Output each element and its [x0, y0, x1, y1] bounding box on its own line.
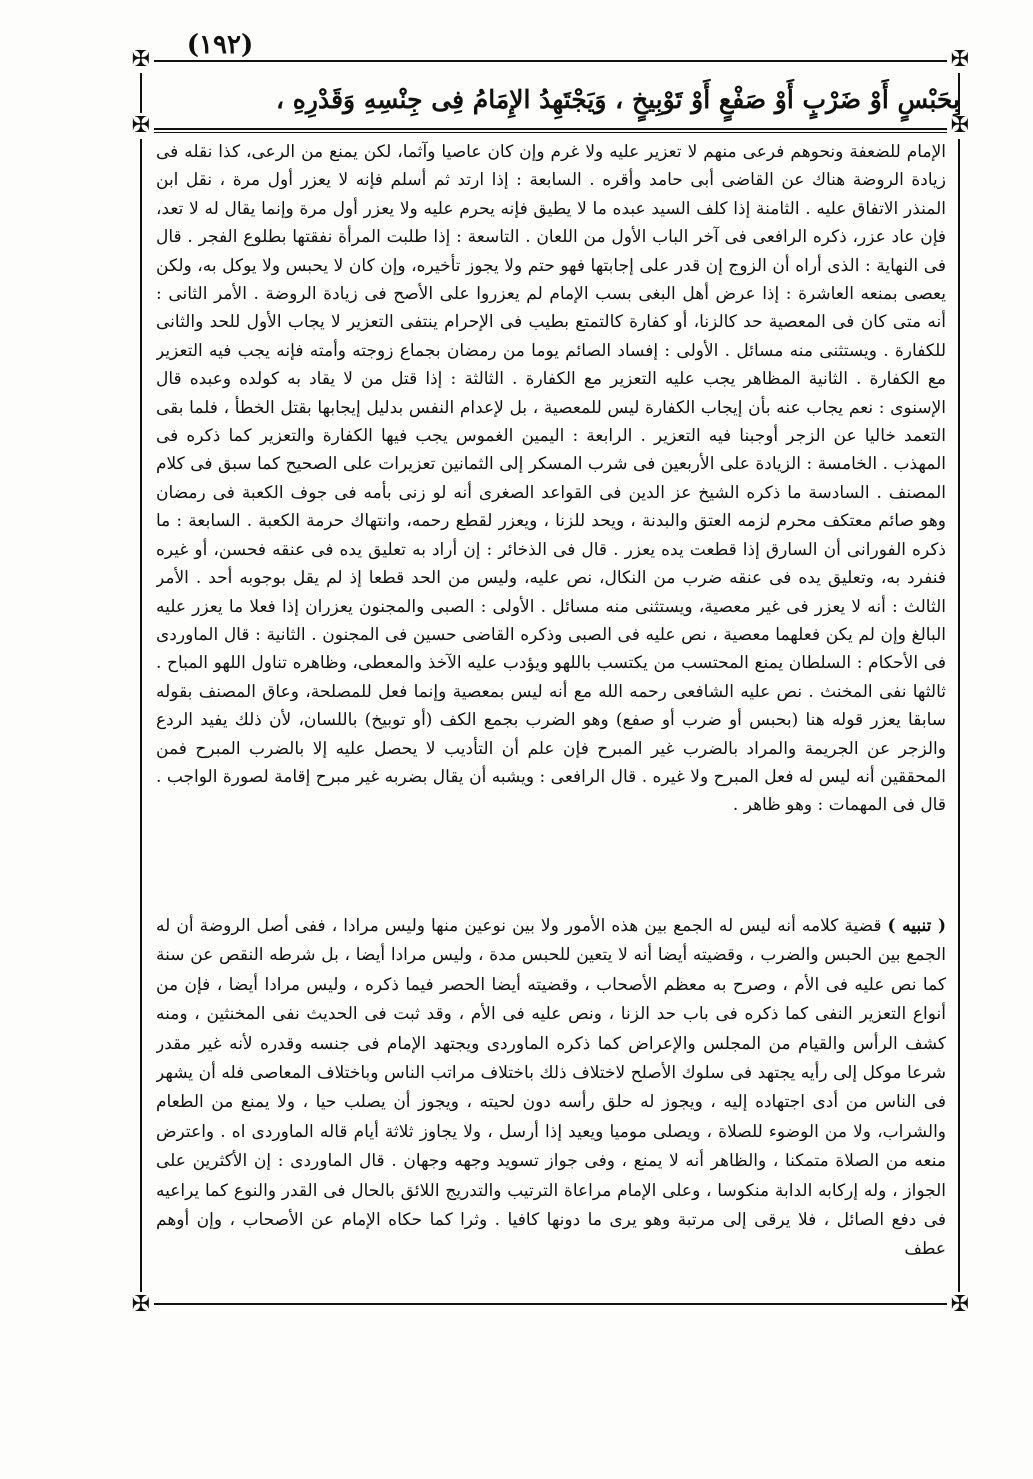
- floral-cross-ornament-icon: ✠: [947, 113, 973, 139]
- floral-cross-ornament-icon: ✠: [947, 1292, 973, 1318]
- header-divider-rule: [150, 128, 950, 130]
- frame-bottom-rule: [140, 1303, 960, 1305]
- floral-cross-ornament-icon: ✠: [128, 113, 154, 139]
- floral-cross-ornament-icon: ✠: [128, 1292, 154, 1318]
- tanbih-section: [156, 912, 946, 1296]
- matn-verse-line: بِحَبْسٍ أَوْ ضَرْبٍ أَوْ صَفْعٍ أَوْ تَوْبِيخٍ ، وَيَجْتَهِدُ الإِمَامُ فِى جِنْسِهِ وَقَدْرِهِ ،: [276, 85, 960, 114]
- header-divider-rule-inner: [150, 132, 950, 133]
- frame-right-rule: [958, 60, 960, 1305]
- tanbih-label: ( تنبيه ): [887, 916, 946, 936]
- floral-cross-ornament-icon: ✠: [128, 47, 154, 73]
- frame-left-rule: [140, 60, 142, 1305]
- tanbih-text: قضية كلامه أنه ليس له الجمع بين هذه الأمور ولا بين نوعين منها وليس مرادا ، ففى أصل الروضة أن له الجمع بين الحبس والضرب ، وقضيته أيضا أنه لا يتعين للحبس مدة ، وليس مرادا أيضا ، بل شرطه النقص عن سنة كما نص عليه فى الأم ، وصرح به معظم الأصحاب ، وقضيته أيضا الحصر فيما ذكره ، وليس مرادا أيضا ، فإن من أنواع التعزير النفى كما ذكره فى باب حد الزنا ، ونص عليه فى الأم ، وقد ثبت فى الحديث نفى المخنثين ، ومنه كشف الرأس والقيام من المجلس والإعراض كما ذكره الماوردى ويجتهد الإمام فى جنسه وقدره لأنه غير مقدر شرعا موكل إلى رأيه يجتهد فى سلوك الأصلح لاختلاف ذلك باختلاف مراتب الناس وباختلاف المعاصى فله أن يشهر فى الناس من أدى اجتهاده إليه ، ويجوز له حلق رأسه دون لحيته ، ويجوز أن يصلب حيا ، ولا يمنع من الطعام والشراب، ولا من الوضوء للصلاة ، ويصلى موميا ويعيد إذا أرسل ، ولا يجاوز ثلاثة أيام قاله الماوردى اه . واعترض منعه من الصلاة متمكنا ، والظاهر أنه لا يمنع ، وفى جواز تسويد وجهه وجهان . قال الماوردى : إن الأكثرين على الجواز ، وله إركابه الدابة منكوسا ، وعلى الإمام مراعاة الترتيب والتدريج اللائق بالحال فى القدر والنوع كما يراعيه فى دفع الصائل ، فلا يرقى إلى مرتبة وهو يرى ما دونها كافيا . وثرا كما حكاه الإمام عن الأصحاب ، وإن أوهم عطف: [156, 916, 946, 1260]
- frame-top-rule: [140, 60, 960, 62]
- commentary-text: الإمام للضعفة ونحوهم فرعى منهم لا تعزير عليه ولا غرم وإن كان عاصيا وآثما، لكن يمنع من الرعى، كذا نقله فى زيادة الروضة هناك عن القاضى أبى حامد وأقره . السابعة : إذا ارتد ثم أسلم فإنه لا يعزر أول مرة ، نقل ابن المنذر الاتفاق عليه . الثامنة إذا كلف السيد عبده ما لا يطيق فإنه يحرم عليه ولا يعزر أول مرة وإنما يقال له لا تعد، فإن عاد عزر، ذكره الرافعى فى آخر الباب الأول من اللعان . التاسعة : إذا طلبت المرأة نفقتها بطلوع الفجر . قال فى النهاية : الذى أراه أن الزوج إن قدر على إجابتها فهو حتم ولا يجوز تأخيره، وإن كان لا يحبس ولا يوكل به، ولكن يعصى بمنعه العاشرة : إذا عرض أهل البغى بسب الإمام لم يعزروا على الأصح فى زيادة الروضة . الأمر الثانى : أنه متى كان فى المعصية حد كالزنا، أو كفارة كالتمتع بطيب فى الإحرام ينتفى التعزير لا يجاب الأول للحد والثانى للكفارة . ويستثنى منه مسائل . الأولى : إفساد الصائم يوما من رمضان بجماع زوجته وأمته فإنه يجب فيه التعزير مع الكفارة . الثانية المظاهر يجب عليه التعزير مع الكفارة . الثالثة : إذا قتل من لا يقاد به كولده وعبده قال الإسنوى : نعم يجاب عنه بأن إيجاب الكفارة ليس للمعصية ، بل لإعدام النفس بدليل إيجابها بقتل الخطأ ، فلما بقى التعمد خاليا عن الزجر أوجبنا فيه التعزير . الرابعة : اليمين الغموس يجب فيها الكفارة والتعزير كما ذكره فى المهذب . الخامسة : الزيادة على الأربعين فى شرب المسكر إلى الثمانين تعزيرات على الصحيح كما سبق فى كلام المصنف . السادسة ما ذكره الشيخ عز الدين فى القواعد الصغرى أنه لو زنى بأمه فى جوف الكعبة فى رمضان وهو صائم معتكف محرم لزمه العتق والبدنة ، ويحد للزنا ، ويعزر لقطع رحمه، وانتهاك حرمة الكعبة . السابعة : ما ذكره الفورانى أن السارق إذا قطعت يده يعزر . قال فى الذخائر : إن أراد به تعليق يده فى عنقه فحسن، أو غيره فنفرد به، وتعليق يده فى عنقه ضرب من النكال، نص عليه، وليس من الحد قطعا إذ لم يقل بوجوبه أحد . الأمر الثالث : أنه لا يعزر فى غير معصية، ويستثنى منه مسائل . الأولى : الصبى والمجنون يعزران إذا فعلا ما يعزر عليه البالغ وإن لم يكن فعلهما معصية ، نص عليه فى الصبى وذكره القاضى حسين فى المجنون . الثانية : قال الماوردى فى الأحكام : السلطان يمنع المحتسب من يكتسب باللهو ويؤدب عليه الآخذ والمعطى، وظاهره تناول اللهو المباح . ثالثها نفى المخنث . نص عليه الشافعى رحمه الله مع أنه ليس بمعصية وإنما فعل للمصلحة، وعاق المصنف بقوله سابقا يعزر قوله هنا (بحبس أو ضرب أو صفع) وهو الضرب بجمع الكف (أو توبيخ) باللسان، لأن ذلك يفيد الردع والزجر عن الجريمة والمراد بالضرب غير المبرح فإن علم أن التأديب لا يحصل عليه إلا بالضرب المبرح فمن المحققين أنه ليس له فعل المبرح ولا غيره . قال الرافعى : ويشبه أن يقال بضربه غير مبرح إقامة لصورة الواجب . قال فى المهمات : وهو ظاهر .: [156, 142, 946, 816]
- floral-cross-ornament-icon: ✠: [947, 47, 973, 73]
- page-number: (١٩٢): [186, 30, 254, 60]
